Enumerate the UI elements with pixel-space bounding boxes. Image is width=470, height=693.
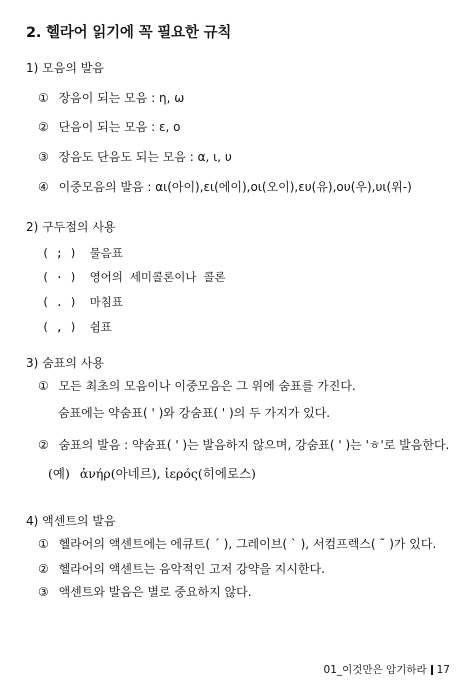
item-marker: ① — [38, 379, 49, 393]
item-text: 모든 최초의 모음이나 이중모음은 그 위에 숨표를 가진다. — [58, 379, 356, 393]
page-title: 2. 헬라어 읽기에 꼭 필요한 규칙 — [26, 25, 232, 41]
item-text: 숨표에는 약숨표( ' )와 강숨표( ' )의 두 가지가 있다. — [58, 406, 331, 420]
section-heading-breathing-marks: 3) 숨표의 사용 — [26, 356, 104, 370]
item-text: 단음이 되는 모음 : ε, ο — [58, 120, 181, 134]
item-text: 이중모음의 발음 : αι(아이),ει(에이),οι(오이),ευ(유),ου(우),υι(위-) — [58, 180, 412, 194]
item-text: 마침표 — [89, 295, 123, 309]
footer-divider — [431, 665, 433, 675]
item-text: 영어의 세미콜론이나 콜론 — [89, 270, 226, 284]
item-marker: ( , ) — [42, 320, 77, 334]
item-marker: ④ — [38, 180, 49, 194]
example-text: ἀνήρ(아네르), ἱερός(히에로스) — [79, 466, 256, 481]
page-footer — [324, 662, 450, 677]
item-marker: ② — [38, 120, 49, 134]
example-marker: (예) — [48, 466, 70, 481]
punctuation-item-3 — [42, 297, 123, 309]
breathing-item-3 — [38, 439, 449, 451]
punctuation-item-4 — [42, 322, 112, 334]
breathing-item-2 — [58, 407, 330, 419]
section-heading-accent-pronunciation: 4) 액센트의 발음 — [26, 514, 116, 528]
item-marker: ( . ) — [42, 295, 77, 309]
breathing-item-1 — [38, 380, 356, 392]
punctuation-item-2 — [42, 272, 226, 284]
item-marker: ( · ) — [42, 270, 77, 284]
accent-item-2 — [38, 563, 325, 575]
accent-item-3 — [38, 586, 252, 598]
item-text: 숨표의 발음 : 약숨표( ' )는 발음하지 않으며, 강숨표( ' )는 'ㅎ'로 발음한다. — [58, 438, 450, 452]
item-text: 헬라어의 액센트는 음악적인 고저 강약을 지시한다. — [58, 562, 325, 576]
item-marker: ③ — [38, 150, 49, 164]
item-text: 장음이 되는 모음 : η, ω — [58, 91, 185, 105]
breathing-example — [48, 468, 256, 481]
section-heading-punctuation: 2) 구두점의 사용 — [26, 220, 116, 234]
item-marker: ① — [38, 91, 49, 105]
item-text: 액센트와 발음은 별로 중요하지 않다. — [58, 585, 252, 599]
item-marker: ② — [38, 562, 49, 576]
vowel-item-4 — [38, 181, 412, 193]
page-number: 17 — [436, 663, 450, 676]
footer-chapter: 01_이것만은 암기하라 — [323, 664, 427, 676]
item-text: 헬라어의 액센트에는 에큐트( ´ ), 그레이브( ` ), 서컴프렉스( ˜ )가 있다. — [58, 537, 437, 551]
accent-item-1 — [38, 538, 436, 550]
punctuation-item-1 — [42, 248, 123, 260]
vowel-item-3 — [38, 151, 232, 163]
vowel-item-2 — [38, 121, 181, 133]
vowel-item-1 — [38, 92, 184, 104]
item-marker: ① — [38, 537, 49, 551]
item-text: 쉼표 — [89, 320, 112, 334]
item-text: 물음표 — [89, 246, 123, 260]
item-marker: ③ — [38, 585, 49, 599]
section-heading-vowel-pronunciation: 1) 모음의 발음 — [26, 61, 104, 75]
item-marker: ② — [38, 438, 49, 452]
item-marker: ( ; ) — [42, 246, 77, 260]
item-text: 장음도 단음도 되는 모음 : α, ι, υ — [58, 150, 232, 164]
